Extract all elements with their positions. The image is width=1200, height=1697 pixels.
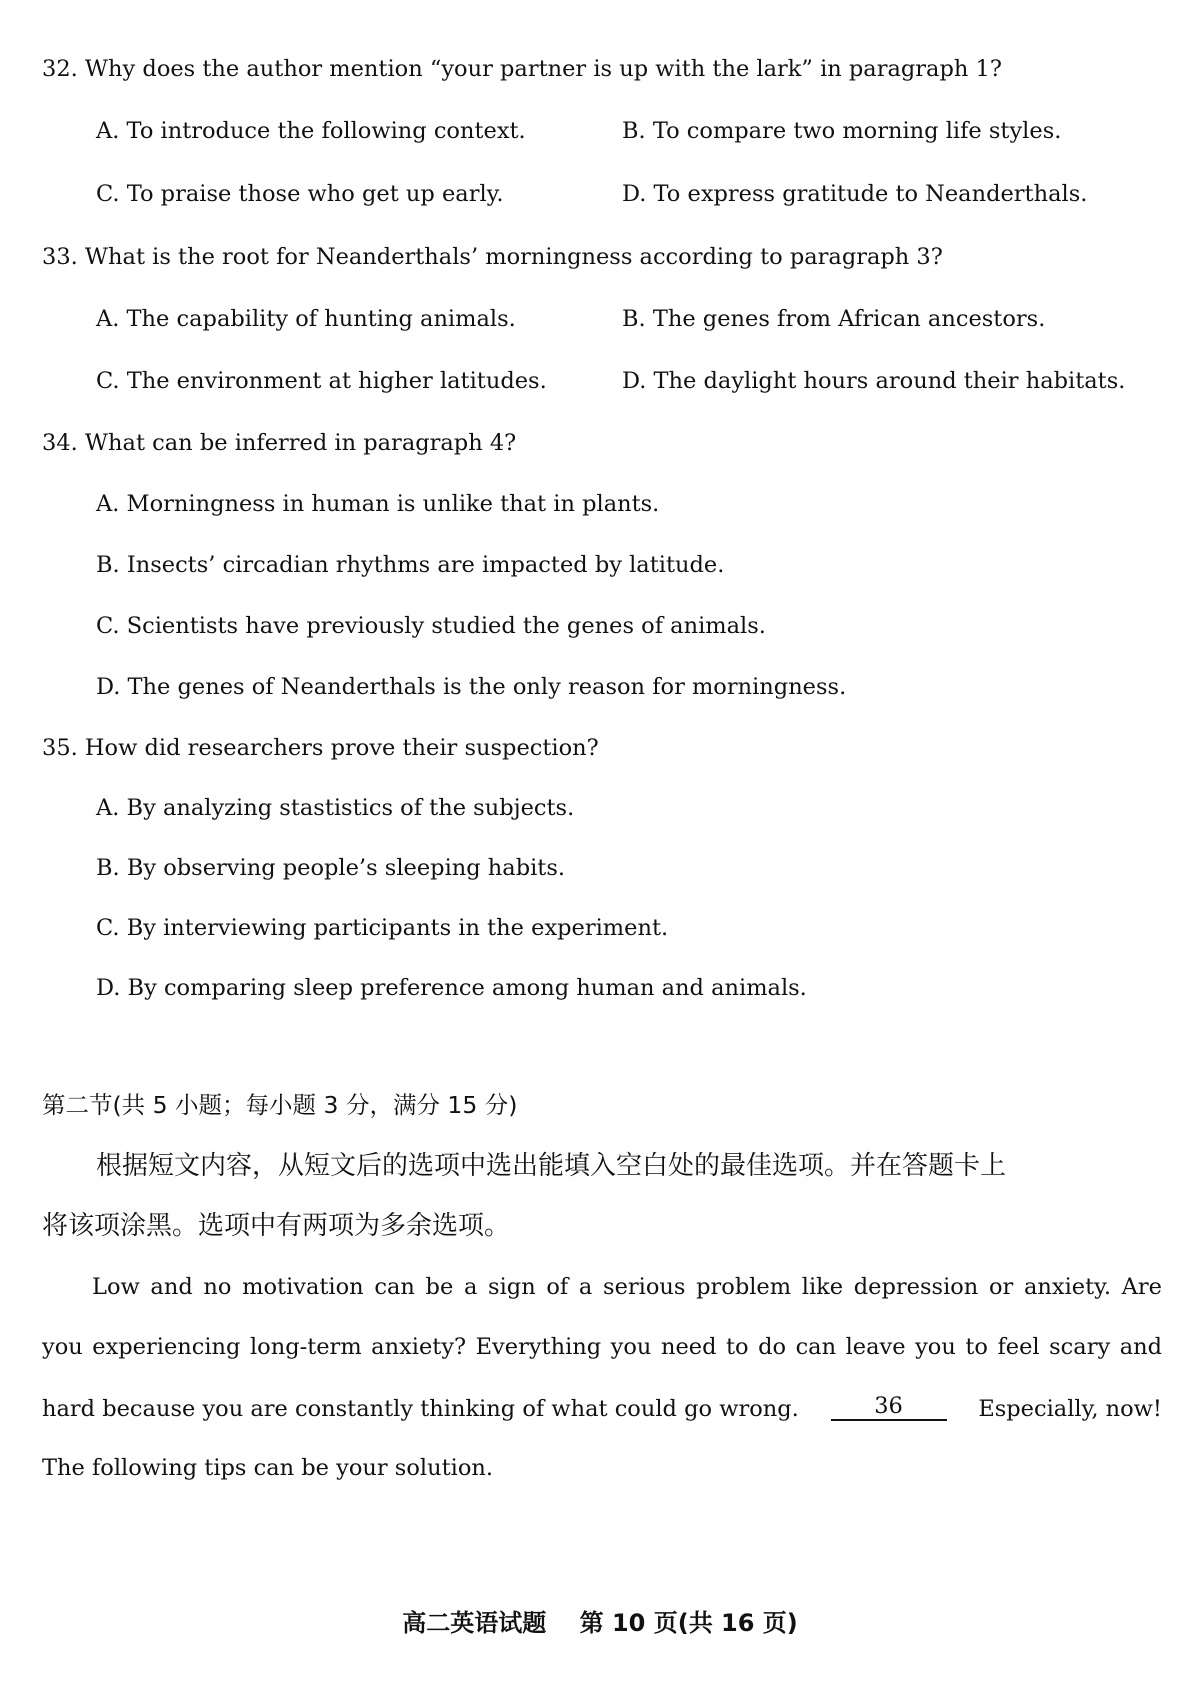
question-33-option-a: A. The capability of hunting animals. — [96, 306, 516, 332]
question-33-option-c: C. The environment at higher latitudes. — [96, 368, 547, 394]
question-32-option-d: D. To express gratitude to Neanderthals. — [622, 181, 1088, 207]
page-footer: 高二英语试题 第 10 页(共 16 页) — [402, 1609, 798, 1637]
question-32-option-b: B. To compare two morning life styles. — [622, 118, 1062, 144]
question-34-option-c: C. Scientists have previously studied the genes of animals. — [96, 613, 766, 639]
section-title: 第二节(共 5 小题；每小题 3 分，满分 15 分) — [42, 1091, 518, 1119]
question-32-option-a: A. To introduce the following context. — [96, 118, 526, 144]
section-instruction-line-1: 根据短文内容，从短文后的选项中选出能填入空白处的最佳选项。并在答题卡上 — [96, 1151, 1007, 1181]
blank-36: 36 — [831, 1394, 947, 1421]
question-34-option-b: B. Insects’ circadian rhythms are impacted by latitude. — [96, 552, 725, 578]
question-34-option-d: D. The genes of Neanderthals is the only reason for morningness. — [96, 674, 847, 700]
passage-line-1: Low and no motivation can be a sign of a serious problem like depression or anxiety. Are — [92, 1274, 1162, 1300]
question-35-stem: 35. How did researchers prove their suspection? — [42, 735, 599, 761]
question-35-option-b: B. By observing people’s sleeping habits. — [96, 855, 566, 881]
question-33-option-d: D. The daylight hours around their habitats. — [622, 368, 1126, 394]
question-33-option-b: B. The genes from African ancestors. — [622, 306, 1046, 332]
section-instruction-line-2: 将该项涂黑。选项中有两项为多余选项。 — [42, 1211, 511, 1241]
question-34-stem: 34. What can be inferred in paragraph 4? — [42, 430, 517, 456]
question-35-option-d: D. By comparing sleep preference among human and animals. — [96, 975, 807, 1001]
passage-line-4: The following tips can be your solution. — [42, 1455, 494, 1481]
passage-line-3-before: hard because you are constantly thinking of what could go wrong. — [42, 1396, 799, 1423]
passage-line-3 — [42, 1394, 1162, 1421]
question-33-stem: 33. What is the root for Neanderthals’ morningness according to paragraph 3? — [42, 244, 943, 270]
question-35-option-a: A. By analyzing stastistics of the subjects. — [96, 795, 575, 821]
passage-line-3-after: Especially, now! — [978, 1396, 1162, 1423]
question-32-stem: 32. Why does the author mention “your partner is up with the lark” in paragraph 1? — [42, 56, 1002, 82]
question-32-option-c: C. To praise those who get up early. — [96, 181, 504, 207]
question-35-option-c: C. By interviewing participants in the experiment. — [96, 915, 669, 941]
passage-line-2: you experiencing long-term anxiety? Everything you need to do can leave you to feel scary and — [42, 1334, 1162, 1360]
question-34-option-a: A. Morningness in human is unlike that in plants. — [96, 491, 660, 517]
